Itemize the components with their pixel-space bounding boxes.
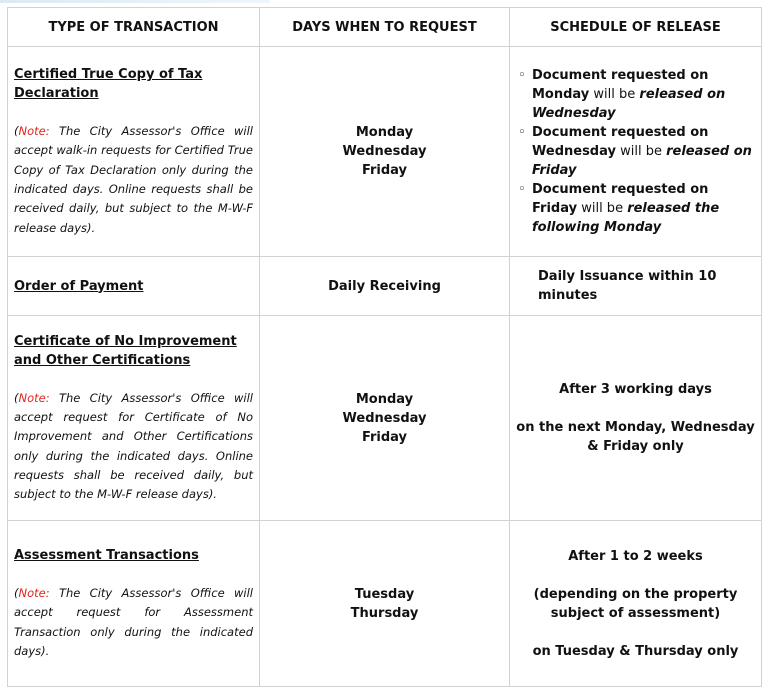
release-list xyxy=(514,66,757,237)
release-item-release: released on Friday xyxy=(532,144,752,178)
header-type-of-transaction: TYPE OF TRANSACTION xyxy=(8,8,260,47)
day-label: Thursday xyxy=(350,605,419,621)
header-days-when-to-request: DAYS WHEN TO REQUEST xyxy=(260,8,510,47)
day-label: Friday xyxy=(361,163,408,178)
top-accent-bar xyxy=(0,0,270,3)
release-item-release: released on Wednesday xyxy=(532,87,726,121)
header-row xyxy=(8,8,762,47)
day-label: Friday xyxy=(361,429,408,445)
note-text: The City Assessor's Office will accept walk-in requests for Certified True Copy of Tax Declaration only during the indicated days. Online requests shall be received daily, but subject to the M-W-F release days). xyxy=(14,124,253,235)
release-item-release: released the following Monday xyxy=(532,201,720,235)
release-cell xyxy=(510,521,762,687)
transaction-title: Certified True Copy of Tax Declaration xyxy=(14,67,203,102)
days-cell xyxy=(260,521,510,687)
days-cell xyxy=(260,47,510,257)
table-row xyxy=(8,521,762,687)
release-item-request: Document requested on Monday xyxy=(532,68,709,102)
day-label: Wednesday xyxy=(342,410,427,426)
release-cell xyxy=(510,316,762,521)
days-cell xyxy=(260,257,510,316)
table-row xyxy=(8,316,762,521)
transaction-cell xyxy=(8,257,260,316)
transaction-title: Order of Payment xyxy=(14,278,144,294)
table-row xyxy=(8,257,762,316)
release-cell xyxy=(510,257,762,316)
days-cell xyxy=(260,316,510,521)
release-line: (depending on the property subject of assessment) xyxy=(533,586,738,621)
release-line: on the next Monday, Wednesday & Friday only xyxy=(516,420,755,454)
day-label: Monday xyxy=(355,391,414,407)
release-item xyxy=(532,180,757,237)
note-label: Note: xyxy=(18,124,50,139)
release-item-request: Document requested on Friday xyxy=(532,182,709,216)
day-label: Tuesday xyxy=(354,586,415,602)
transaction-cell xyxy=(8,521,260,687)
note-label: Note: xyxy=(18,585,50,600)
note-text: The City Assessor's Office will accept request for Assessment Transaction only during the indicated days). xyxy=(14,585,253,658)
transaction-note: (Note: The City Assessor's Office will accept request for Assessment Transaction only during the indicated days). xyxy=(14,585,253,658)
note-label: Note: xyxy=(18,390,50,405)
day-label: Wednesday xyxy=(342,144,427,159)
release-item-request: Document requested on Wednesday xyxy=(532,125,709,159)
table-row xyxy=(8,47,762,257)
release-item-connector: will be xyxy=(577,201,628,216)
schedule-table xyxy=(7,7,762,687)
transaction-note: (Note: The City Assessor's Office will accept walk-in requests for Certified True Copy of Tax Declaration only during the indicated days. Online requests shall be received daily, but subject to the M-W-F release days). xyxy=(14,124,253,235)
transaction-note: (Note: The City Assessor's Office will accept request for Certificate of No Improvement and Other Certifications only during the indicated days. Online requests shall be received daily, but subject to the M-W-F release days). xyxy=(14,390,253,502)
note-text: The City Assessor's Office will accept request for Certificate of No Improvement and Other Certifications only during the indicated days. Online requests shall be received daily, but subject to the M-W-F release days). xyxy=(14,390,253,502)
release-cell xyxy=(510,47,762,257)
header-schedule-of-release: SCHEDULE OF RELEASE xyxy=(510,8,762,47)
day-label: Daily Receiving xyxy=(328,278,441,294)
release-item xyxy=(532,123,757,180)
release-line: After 3 working days xyxy=(559,382,712,397)
release-item xyxy=(532,66,757,123)
transaction-title: Certificate of No Improvement and Other Certifications xyxy=(14,333,237,368)
transaction-cell xyxy=(8,316,260,521)
release-item-connector: will be xyxy=(615,144,667,159)
transaction-title: Assessment Transactions xyxy=(14,547,199,563)
release-line: After 1 to 2 weeks xyxy=(568,548,703,564)
release-line: on Tuesday & Thursday only xyxy=(532,643,739,659)
day-label: Monday xyxy=(355,125,414,140)
transaction-cell xyxy=(8,47,260,257)
release-text: Daily Issuance within 10 minutes xyxy=(538,269,717,303)
release-item-connector: will be xyxy=(589,87,640,102)
